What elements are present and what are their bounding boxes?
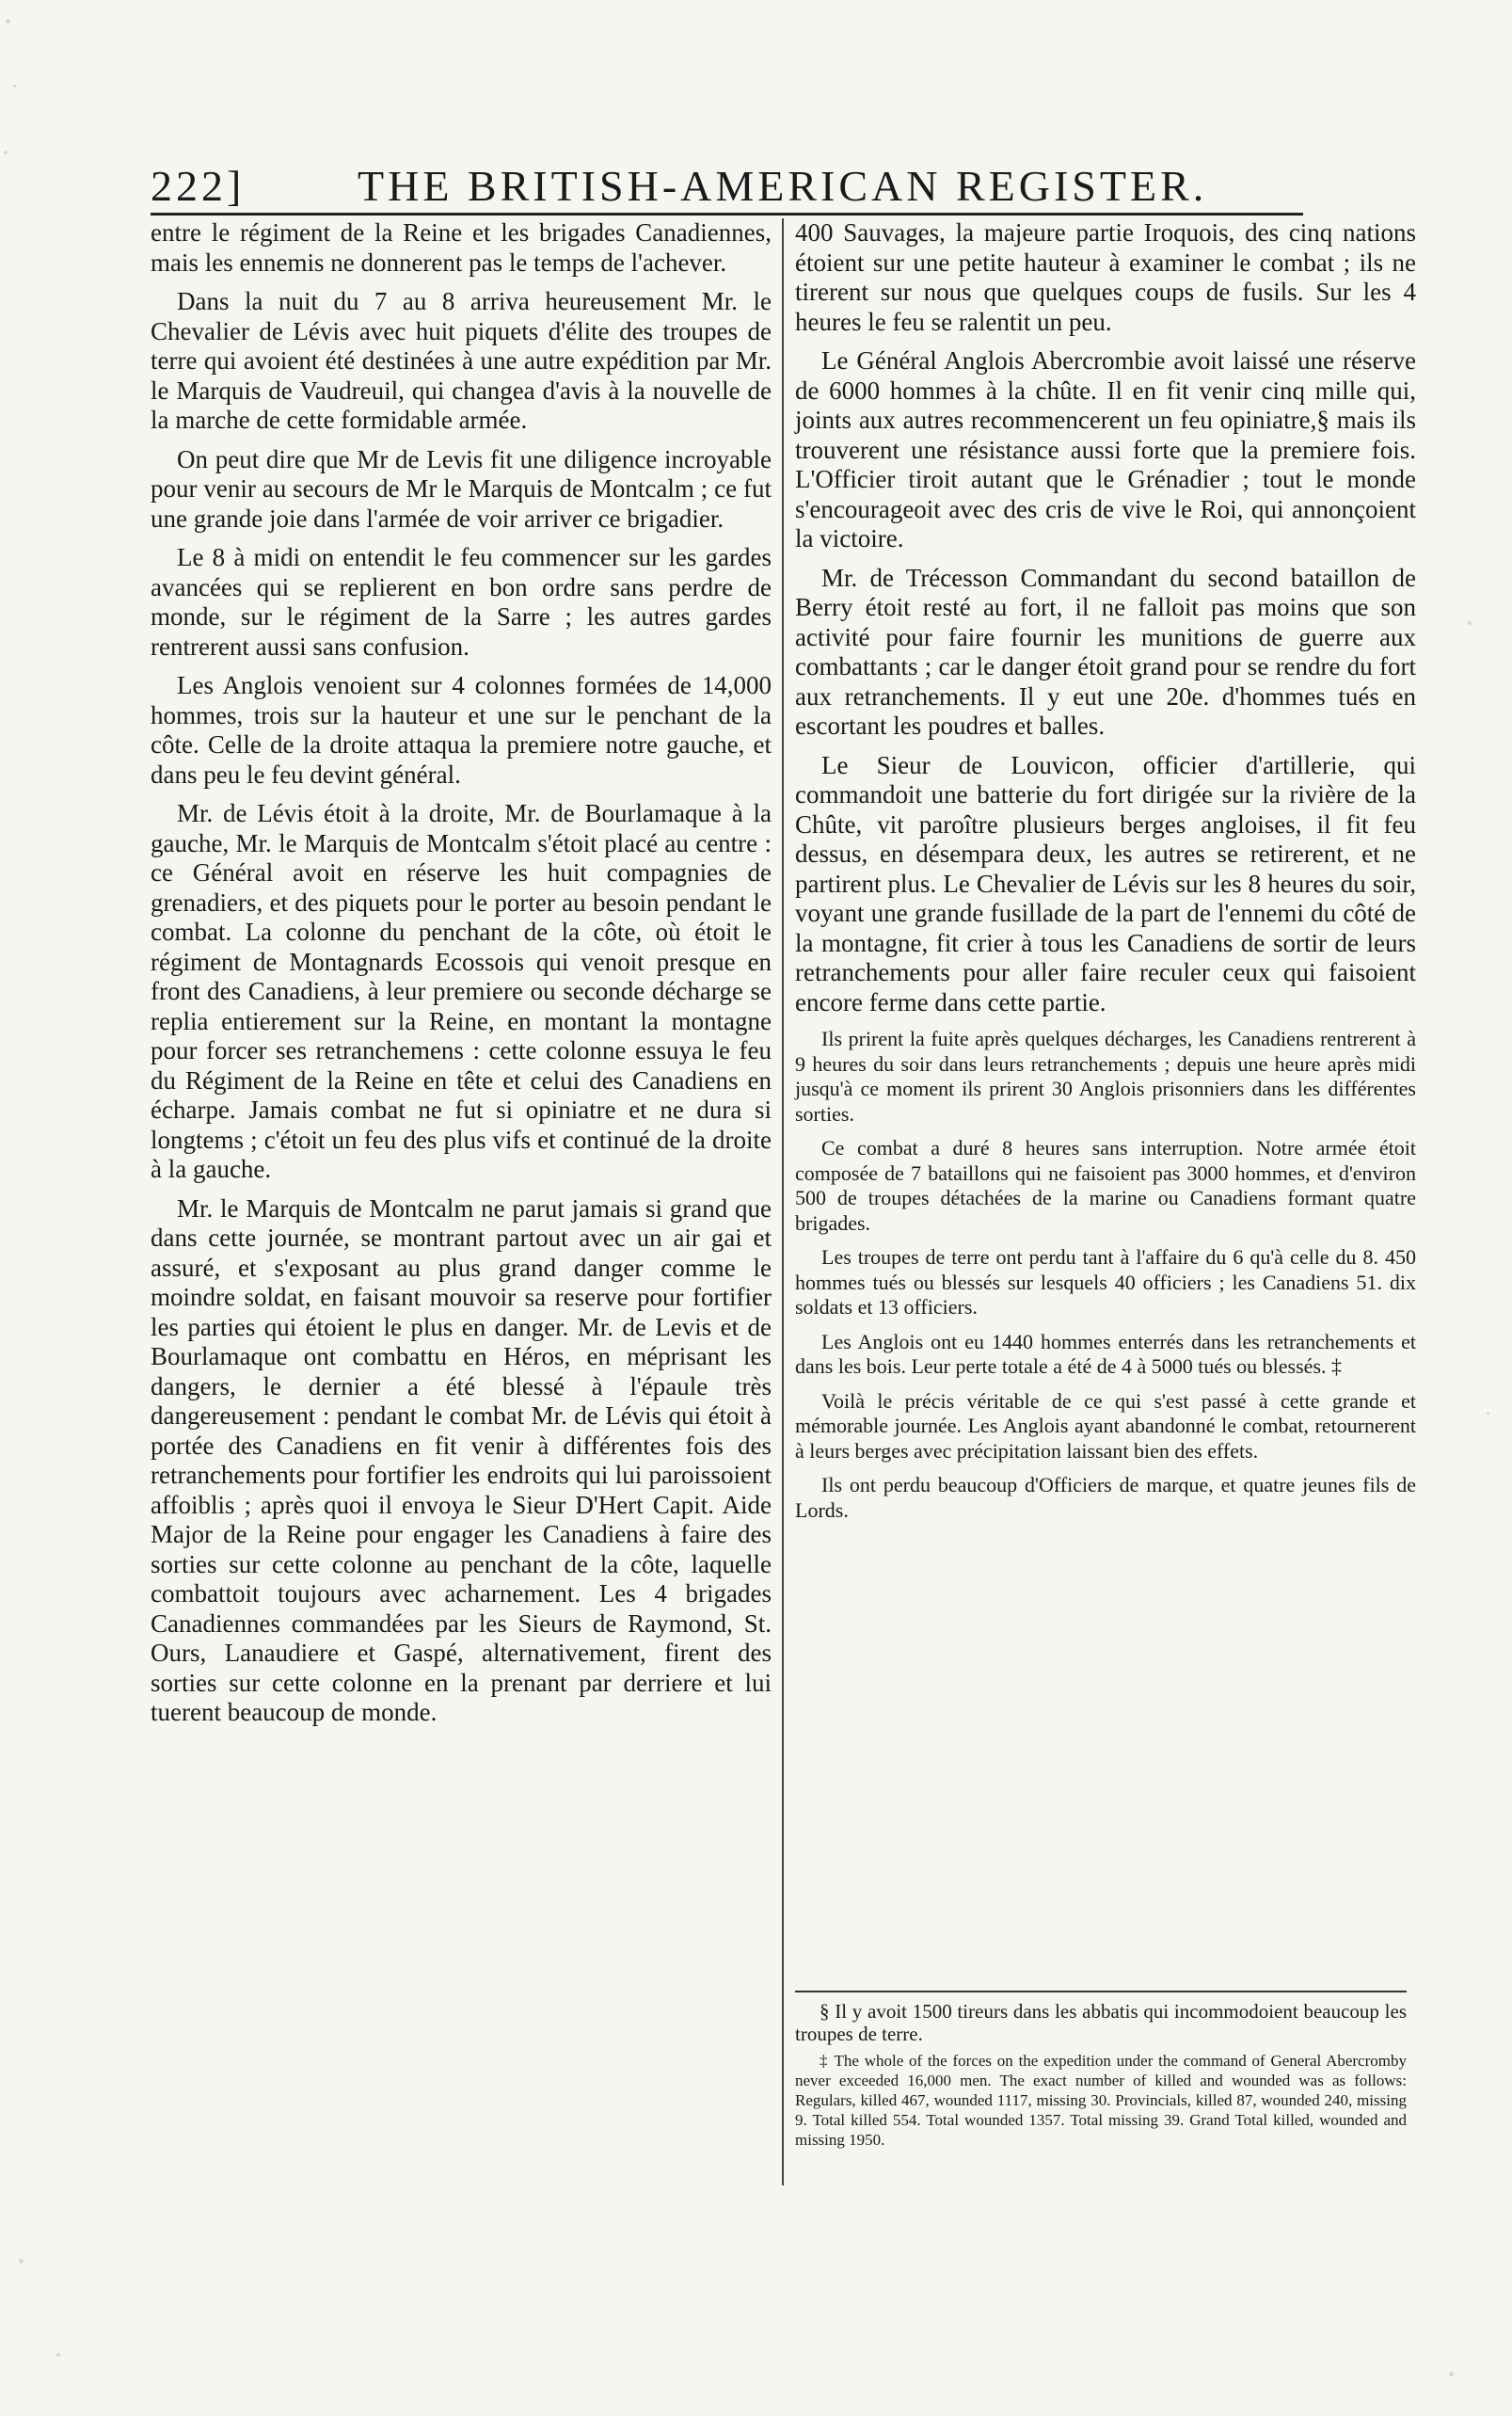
footnotes <box>795 2000 1407 2150</box>
footnote-rule <box>795 1991 1407 1992</box>
scan-speck <box>13 85 16 88</box>
footnote-double-dagger: ‡ The whole of the forces on the expedition under the command of General Abercromby never exceeded 16,000 men. The exact number of killed and wounded was as follows: Regulars, killed 467, wounded 1117, missing 30. Provincials, killed 87, wounded 240, missing 9. Total killed 554. Total wounded 1357. Total missing 39. Grand Total killed, wounded and missing 1950. <box>795 2052 1407 2149</box>
paragraph: 400 Sauvages, la majeure partie Iroquois, des cinq nations étoient sur une petite hauteur à examiner le combat ; ils ne tirerent sur nous que quelques coups de fusils. Sur les 4 heures le feu se ralentit un peu. <box>795 218 1416 336</box>
scan-speck <box>19 2259 24 2264</box>
scan-speck <box>56 2353 60 2357</box>
paragraph: Voilà le précis véritable de ce qui s'est passé à cette grande et mémorable journée. Les Anglois ayant abandonné le combat, retournerent à leurs berges avec précipitation laissant bien des effets. <box>795 1388 1416 1463</box>
running-header <box>151 158 1303 215</box>
paragraph: Les troupes de terre ont perdu tant à l'affaire du 6 qu'à celle du 8. 450 hommes tués ou blessés sur lesquels 40 officiers ; les Canadiens 51. dix soldats et 13 officiers. <box>795 1245 1416 1319</box>
paragraph: Ils ont perdu beaucoup d'Officiers de marque, et quatre jeunes fils de Lords. <box>795 1473 1416 1522</box>
footnote-section: § Il y avoit 1500 tireurs dans les abbatis qui incommodoient beaucoup les troupes de terre. <box>795 2000 1407 2045</box>
header-rule <box>151 213 1303 216</box>
paragraph: entre le régiment de la Reine et les brigades Canadiennes, mais les ennemis ne donnerent pas le temps de l'achever. <box>151 218 772 277</box>
journal-title: THE BRITISH-AMERICAN REGISTER. <box>358 162 1208 210</box>
scan-speck <box>1449 2372 1454 2376</box>
paragraph: Ils prirent la fuite après quelques décharges, les Canadiens rentrerent à 9 heures du soir dans leurs retranchements ; depuis une heure après midi jusqu'à ce moment ils prirent 30 Anglois prisonniers dans les différentes sorties. <box>795 1027 1416 1126</box>
paragraph: Les Anglois ont eu 1440 hommes enterrés dans les retranchements et dans les bois. Leur perte totale a été de 4 à 5000 tués ou blessés. ‡ <box>795 1329 1416 1378</box>
left-column <box>151 218 772 1737</box>
column-divider <box>782 218 784 2185</box>
paragraph: Ce combat a duré 8 heures sans interruption. Notre armée étoit composée de 7 bataillons qui ne faisoient pas 3000 hommes, et d'environ 500 de troupes détachées de la marine ou Canadiens formant quatre brigades. <box>795 1136 1416 1235</box>
paragraph: Le 8 à midi on entendit le feu commencer sur les gardes avancées qui se replierent en bon ordre sans perdre de monde, sur le régiment de la Sarre ; les autres gardes rentrerent aussi sans confusion. <box>151 543 772 661</box>
scan-speck <box>6 19 10 24</box>
paragraph: Mr. de Lévis étoit à la droite, Mr. de Bourlamaque à la gauche, Mr. le Marquis de Montcalm s'étoit placé au centre : ce Général avoit en réserve les huit compagnies de grenadiers, et des piquets pour le porter au besoin pendant le combat. La colonne du penchant de la côte, où étoit le régiment de Montagnards Ecossois qui venoit presque en front des Canadiens, à leur premiere ou seconde décharge se replia entierement sur la Reine, en montant la montagne pour forcer ses retranchemens : cette colonne essuya le feu du Régiment de la Reine en tête et celui des Canadiens en écharpe. Jamais combat ne fut si opiniatre et ne dura si longtems ; c'étoit un feu des plus vifs et continué de la droite à la gauche. <box>151 799 772 1183</box>
paragraph: Le Général Anglois Abercrombie avoit laissé une réserve de 6000 hommes à la chûte. Il en fit venir cinq mille qui, joints aux autres recommencerent un feu opiniatre,§ mais ils trouverent une résistance aussi forte que la premiere fois. L'Officier tiroit autant que le Grénadier ; tout le monde s'encourageoit avec des cris de vive le Roi, qui annonçoient la victoire. <box>795 346 1416 552</box>
scan-speck <box>4 151 8 154</box>
paragraph: Le Sieur de Louvicon, officier d'artillerie, qui commandoit une batterie du fort dirigée sur la rivière de la Chûte, vit paroître plusieurs berges angloises, il fit feu dessus, en désempara deux, les autres se retirerent, et ne partirent plus. Le Chevalier de Lévis sur les 8 heures du soir, voyant une grande fusillade de la part de l'ennemi du côté de la montagne, fit crier à tous les Canadiens de sortir de leurs retranchements pour aller faire reculer ceux qui faisoient encore ferme dans cette partie. <box>795 750 1416 1016</box>
scan-speck <box>1468 621 1472 625</box>
paragraph: Mr. de Trécesson Commandant du second bataillon de Berry étoit resté au fort, il ne falloit pas moins que son activité pour faire fournir les munitions de guerre aux combattants ; car le danger étoit grand pour se rendre du fort aux retranchements. Il y eut une 20e. d'hommes tués en escortant les poudres et balles. <box>795 563 1416 740</box>
paragraph: Dans la nuit du 7 au 8 arriva heureusement Mr. le Chevalier de Lévis avec huit piquets d'élite des troupes de terre qui avoient été destinées à une autre expédition par Mr. le Marquis de Vaudreuil, qui changea d'avis à la nouvelle de la marche de cette formidable armée. <box>151 287 772 434</box>
paragraph: Mr. le Marquis de Montcalm ne parut jamais si grand que dans cette journée, se montrant partout avec un air gai et assuré, et s'exposant au plus grand danger comme le moindre soldat, en faisant mouvoir sa reserve pour fortifier les parties qui étoient le plus en danger. Mr. de Levis et de Bourlamaque ont combattu en Héros, en méprisant les dangers, le dernier a été blessé à l'épaule très dangereusement : pendant le combat Mr. de Lévis qui étoit à portée des Canadiens en fit venir à différentes fois des retranchements pour fortifier les endroits qui lui paroissoient affoiblis ; après quoi il envoya le Sieur D'Hert Capit. Aide Major de la Reine pour engager les Canadiens à faire des sorties sur cette colonne au penchant de la côte, laquelle combattoit toujours avec acharnement. Les 4 brigades Canadiennes commandées par les Sieurs de Raymond, St. Ours, Lanaudiere et Gaspé, alternativement, firent des sorties sur cette colonne en la prenant par derriere et lui tuerent beaucoup de monde. <box>151 1193 772 1726</box>
page-number: 222] <box>151 162 246 210</box>
paragraph: Les Anglois venoient sur 4 colonnes formées de 14,000 hommes, trois sur la hauteur et une sur le penchant de la côte. Celle de la droite attaqua la premiere notre gauche, et dans peu le feu devint général. <box>151 671 772 789</box>
scan-speck <box>1487 1412 1489 1415</box>
paragraph: On peut dire que Mr de Levis fit une diligence incroyable pour venir au secours de Mr le Marquis de Montcalm ; ce fut une grande joie dans l'armée de voir arriver ce brigadier. <box>151 444 772 533</box>
right-column <box>795 218 1416 1532</box>
